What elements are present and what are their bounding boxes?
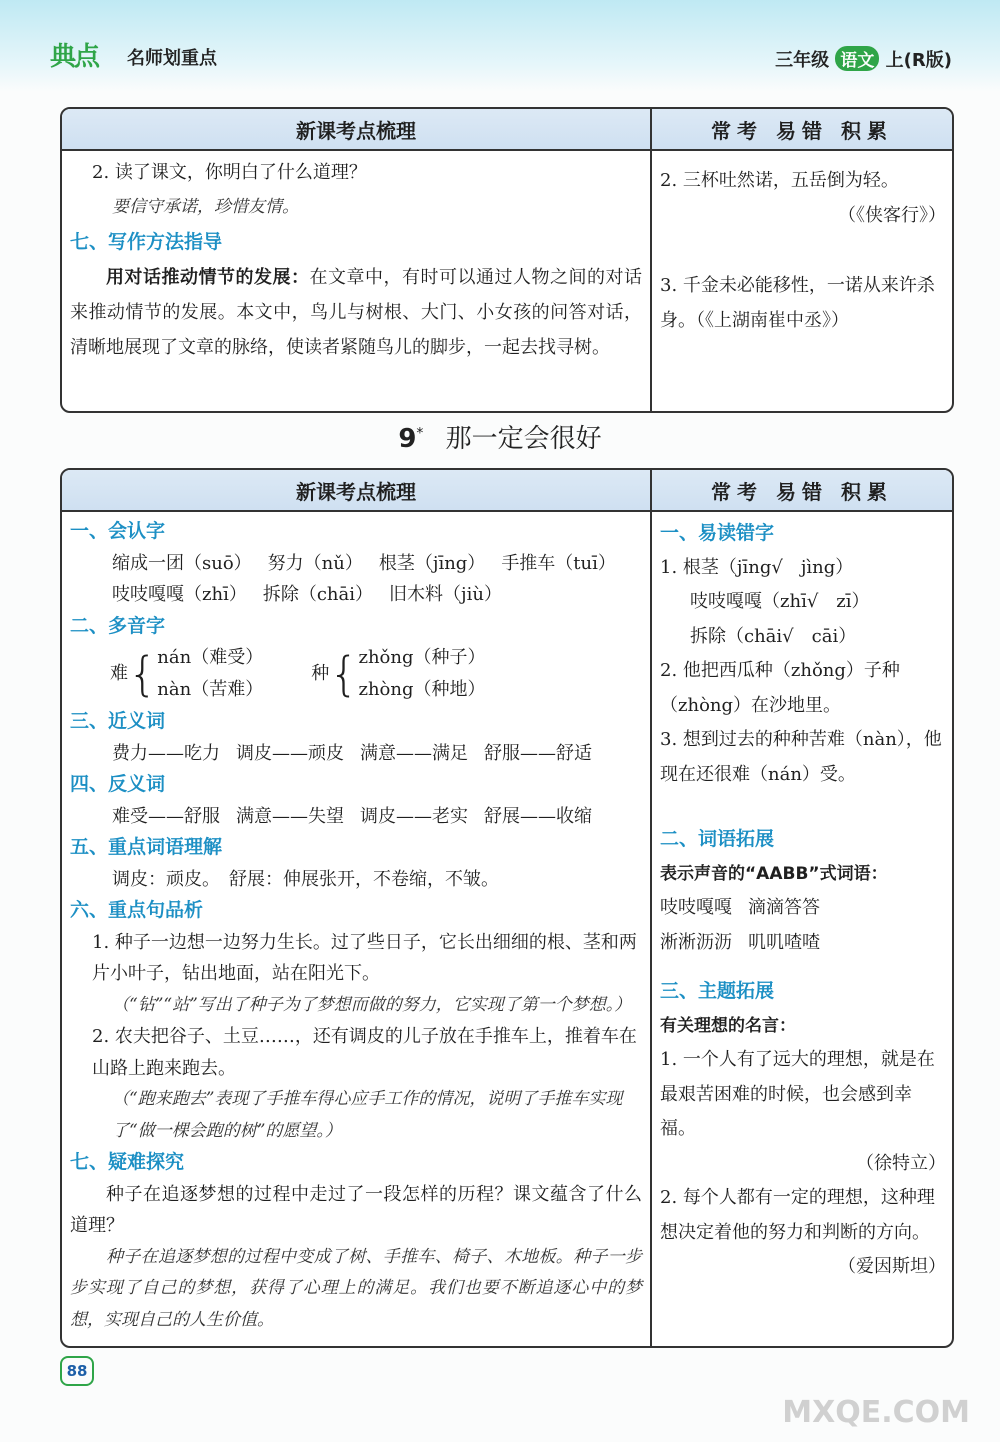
section-heading: 二、词语拓展 xyxy=(660,828,775,850)
quote-2: 2. 每个人都有一定的理想，这种理想决定着他的努力和判断的方向。 xyxy=(660,1187,935,1243)
misread-item-3: 3. 想到过去的种种苦难（nàn），他现在还很难（nán）受。 xyxy=(660,729,942,785)
word: 叽叽喳喳 xyxy=(748,931,820,953)
body-text: 在文章中，有时可以通过人物之间的对话来推动情节的发展。本文中，鸟儿与树根、大门、小女孩的问答对话，清晰地展现了文章的脉络，使读者紧随鸟儿的脚步，一起去找寻树。 xyxy=(70,267,642,358)
top-left-column xyxy=(70,155,642,365)
reading: nán（难受） xyxy=(157,647,264,668)
column-divider xyxy=(650,109,652,411)
series-title: 名师划重点 xyxy=(127,48,217,69)
lesson-title xyxy=(0,418,1000,455)
char-row-2 xyxy=(70,579,642,611)
sentence-2: 2. 农夫把谷子、土豆……，还有调皮的儿子放在手推车上，推着车在山路上跑来跑去。 xyxy=(92,1026,637,1079)
char-item: 拆除（chāi） xyxy=(262,584,374,605)
onomatopoeia-row-1 xyxy=(660,891,946,926)
page-number: 88 xyxy=(60,1356,94,1386)
char-item: 缩成一团（suō） xyxy=(112,552,252,574)
lesson-number: 9 xyxy=(398,424,417,454)
section-heading: 七、写作方法指导 xyxy=(70,231,223,253)
sentence-2-note: （“跑来跑去”表现了手推车得心应手工作的情况，说明了手推车实现了“做一棵会跑的树”的愿望。） xyxy=(112,1089,623,1141)
top-right-column xyxy=(660,163,946,338)
word: 淅淅沥沥 xyxy=(660,931,732,953)
quote-2-author: （爱因斯坦） xyxy=(838,1256,946,1277)
polyphone-char: 种 xyxy=(311,663,330,685)
section-heading: 一、易读错字 xyxy=(660,522,775,544)
bottom-box xyxy=(60,468,954,1348)
reading: zhǒng（种子） xyxy=(358,647,486,668)
watermark: MXQE.COM xyxy=(782,1395,970,1430)
word-pair: 调皮——顽皮 xyxy=(236,742,344,764)
bottom-left-column xyxy=(70,516,642,1336)
accumulation-item-3: 3. 千金未必能移性，一诺从来许杀身。（《上湖南崔中丞》） xyxy=(660,275,935,331)
section-heading: 二、多音字 xyxy=(70,614,166,637)
box-header-left: 新课考点梳理 xyxy=(62,470,650,512)
word-pair: 调皮——老实 xyxy=(360,805,468,827)
char-item: 吱吱嘎嘎（zhī） xyxy=(112,584,247,605)
polyphone-group xyxy=(311,642,485,706)
word-pair: 难受——舒服 xyxy=(112,805,220,827)
lesson-name: 那一定会很好 xyxy=(445,424,602,454)
section-heading: 五、重点词语理解 xyxy=(70,836,223,858)
polyphone-char: 难 xyxy=(110,663,128,685)
char-item: 努力（nǔ） xyxy=(267,552,363,574)
box-header-left: 新课考点梳理 xyxy=(62,109,650,151)
char-item: 手推车（tuī） xyxy=(501,552,616,574)
char-item: 旧木料（jiù） xyxy=(389,584,502,605)
column-divider xyxy=(650,470,652,1346)
grade-text: 三年级 xyxy=(775,50,830,71)
brand-logo: 典点 xyxy=(50,42,99,72)
brace-icon: { xyxy=(329,647,359,701)
synonym-row xyxy=(70,738,642,770)
char-item: 根茎（jīng） xyxy=(378,552,486,574)
char-row-1 xyxy=(70,548,642,580)
word-pair: 舒服——舒适 xyxy=(484,742,592,764)
word: 滴滴答答 xyxy=(748,897,820,918)
word-pair: 满意——满足 xyxy=(360,742,468,764)
misread-item-2: 2. 他把西瓜种（zhǒng）子种（zhòng）在沙地里。 xyxy=(660,660,900,716)
exploration-question: 种子在追逐梦想的过程中走过了一段怎样的历程？课文蕴含了什么道理？ xyxy=(70,1183,642,1236)
section-heading: 三、近义词 xyxy=(70,710,166,732)
antonym-row xyxy=(70,801,642,833)
box-header-right: 常考 易错 积累 xyxy=(652,470,952,512)
subject-badge: 语文 xyxy=(835,46,879,71)
bottom-right-column xyxy=(660,516,946,1285)
answer-2: 要信守承诺，珍惜友情。 xyxy=(112,197,299,217)
word-pair: 舒展——收缩 xyxy=(484,805,592,827)
reading-stack xyxy=(358,642,485,706)
lead-phrase: 用对话推动情节的发展： xyxy=(106,267,310,288)
page-header xyxy=(0,0,1000,92)
word-pair: 满意——失望 xyxy=(236,805,344,827)
section-heading: 三、主题拓展 xyxy=(660,980,775,1002)
polyphone-block xyxy=(110,642,642,706)
word-meaning: 调皮：顽皮。 舒展：伸展张开，不卷缩，不皱。 xyxy=(112,868,499,890)
brace-icon: { xyxy=(128,647,158,701)
polyphone-group xyxy=(110,642,263,706)
section-heading: 六、重点句品析 xyxy=(70,899,204,921)
reading-stack xyxy=(157,642,263,706)
source-note: （《侠客行》） xyxy=(838,205,946,226)
writing-method-text xyxy=(70,260,642,365)
word-pair: 费力——吃力 xyxy=(112,742,220,764)
onomatopoeia-row-2 xyxy=(660,926,946,961)
term-text: 上(R版) xyxy=(885,50,952,71)
quote-lead: 有关理想的名言： xyxy=(660,1015,796,1036)
optional-star: * xyxy=(416,425,424,442)
quote-1-author: （徐特立） xyxy=(856,1152,946,1174)
accumulation-item-2: 2. 三杯吐然诺，五岳倒为轻。 xyxy=(660,170,899,191)
misread-item-1: 1. 根茎（jīng√ jìng） xyxy=(660,556,854,578)
box-header-right: 常考 易错 积累 xyxy=(652,109,952,151)
grade-label xyxy=(775,46,952,72)
sentence-1-note: （“钻”“站”写出了种子为了梦想而做的努力，它实现了第一个梦想。） xyxy=(112,994,632,1015)
misread-item-1b: 吱吱嘎嘎（zhī√ zī） xyxy=(690,591,870,612)
quote-1: 1. 一个人有了远大的理想，就是在最艰苦困难的时候，也会感到幸福。 xyxy=(660,1049,935,1139)
exploration-answer: 种子在追逐梦想的过程中变成了树、手推车、椅子、木地板。种子一步步实现了自己的梦想，获得了心理上的满足。我们也要不断追逐心中的梦想，实现自己的人生价值。 xyxy=(70,1246,642,1330)
section-heading: 一、会认字 xyxy=(70,520,166,542)
word-expansion-lead: 表示声音的“AABB”式词语： xyxy=(660,863,888,884)
word: 吱吱嘎嘎 xyxy=(660,897,732,918)
misread-item-1c: 拆除（chāi√ cāi） xyxy=(690,625,857,647)
top-box xyxy=(60,107,954,413)
reading: zhòng（种地） xyxy=(358,679,486,700)
reading: nàn（苦难） xyxy=(157,679,264,700)
sentence-1: 1. 种子一边想一边努力生长。过了些日子，它长出细细的根、茎和两片小叶子，钻出地面，站在阳光下。 xyxy=(92,931,637,984)
question-2: 2. 读了课文，你明白了什么道理？ xyxy=(92,162,367,183)
section-heading: 七、疑难探究 xyxy=(70,1151,185,1173)
section-heading: 四、反义词 xyxy=(70,773,166,795)
